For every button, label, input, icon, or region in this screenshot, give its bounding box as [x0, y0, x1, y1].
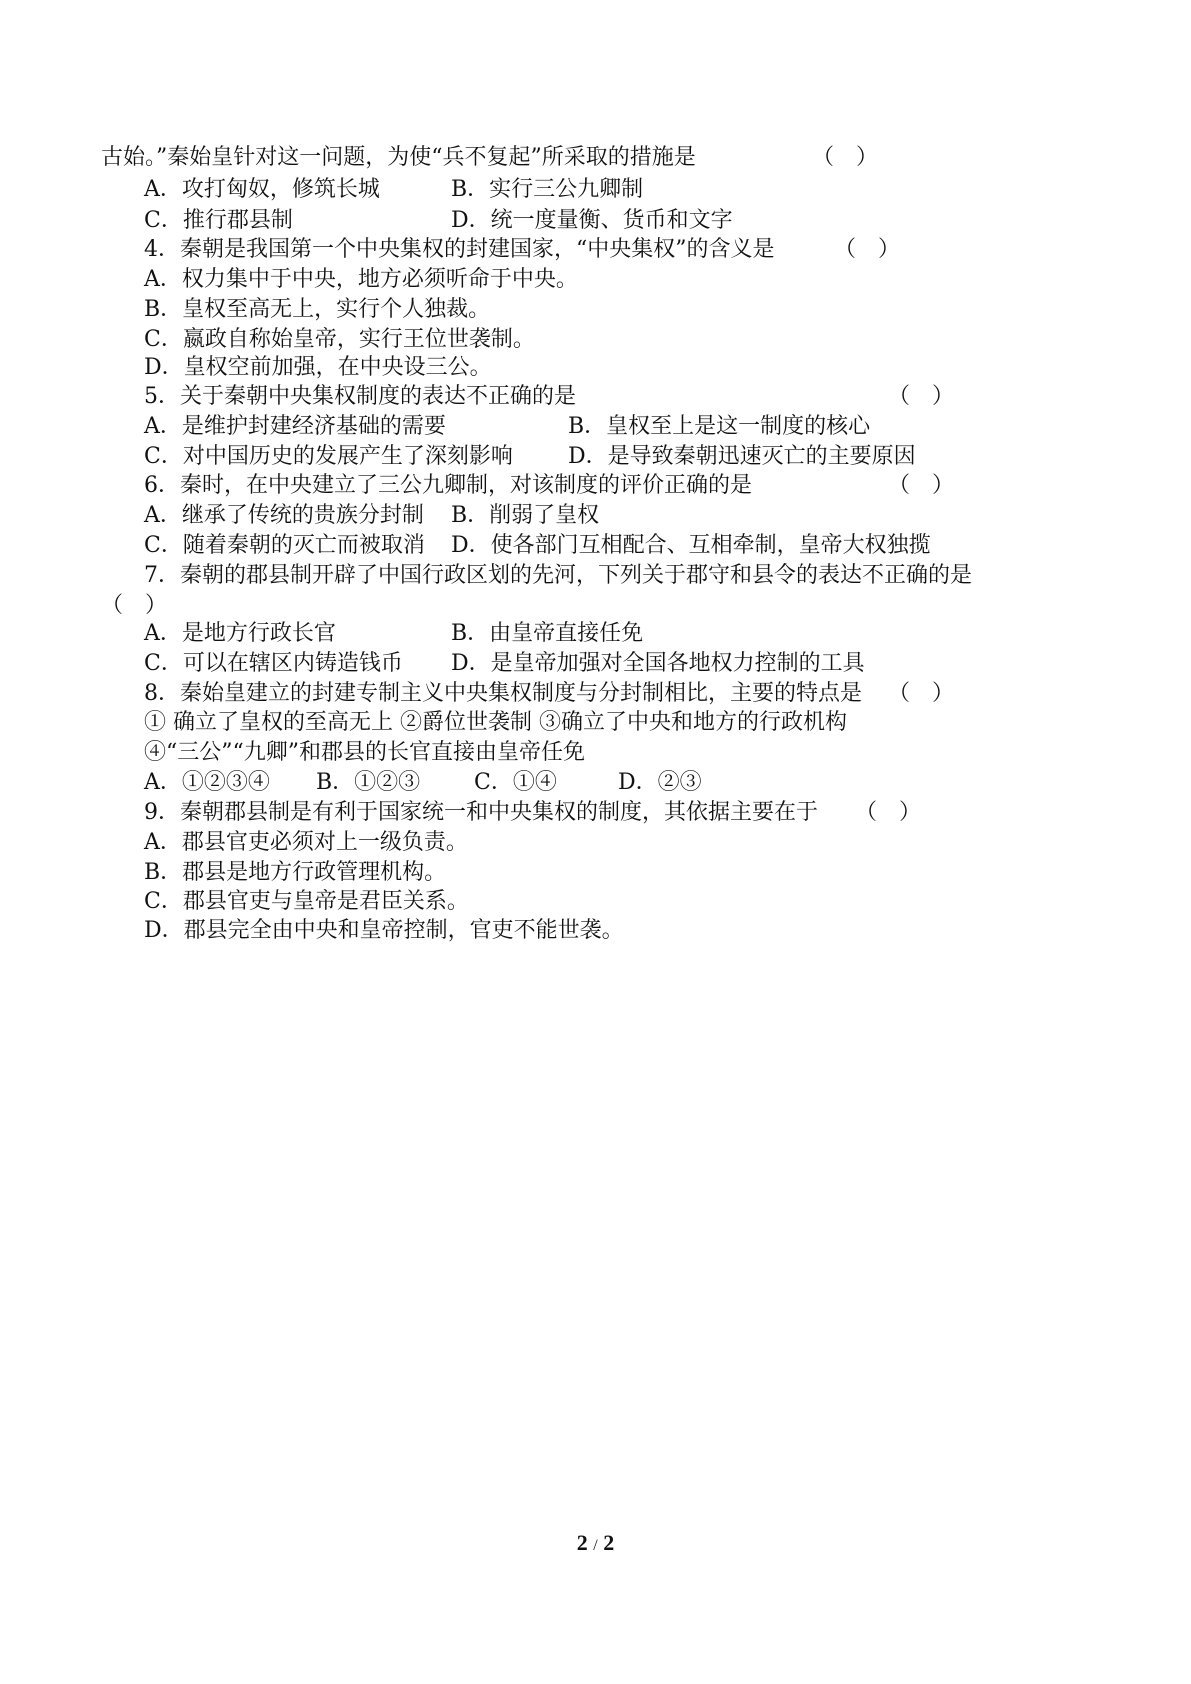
q8-option-c: C．①④: [474, 770, 557, 795]
q8-stem-text: 8．秦始皇建立的封建专制主义中央集权制度与分封制相比，主要的特点是: [144, 681, 862, 706]
q5-answer-paren: （ ）: [888, 384, 955, 409]
q9-answer-paren: （ ）: [855, 800, 922, 825]
page-number: [0, 1530, 1191, 1556]
q3-option-a: A．攻打匈奴，修筑长城: [144, 177, 380, 202]
q5-option-a: A．是维护封建经济基础的需要: [144, 414, 446, 439]
q5-stem-text: 5．关于秦朝中央集权制度的表达不正确的是: [144, 384, 576, 409]
q9-stem-text: 9．秦朝郡县制是有利于国家统一和中央集权的制度，其依据主要在于: [144, 800, 818, 825]
q6-answer-paren: （ ）: [888, 473, 955, 498]
q8-option-a: A．①②③④: [144, 770, 270, 795]
q4-option-d: D．皇权空前加强，在中央设三公。: [144, 355, 492, 380]
q5-option-c: C．对中国历史的发展产生了深刻影响: [144, 444, 513, 469]
q7-stem: 7．秦朝的郡县制开辟了中国行政区划的先河，下列关于郡守和县令的表达不正确的是: [144, 563, 972, 588]
page-number-total: 2: [603, 1530, 615, 1555]
q6-stem-text: 6．秦时，在中央建立了三公九卿制，对该制度的评价正确的是: [144, 473, 752, 498]
q8-option-d: D．②③: [618, 770, 702, 795]
q3-answer-paren: （ ）: [812, 145, 879, 170]
q6-option-b: B．削弱了皇权: [451, 503, 600, 528]
q9-option-a: A．郡县官吏必须对上一级负责。: [144, 830, 468, 855]
q9-option-c: C．郡县官吏与皇帝是君臣关系。: [144, 889, 469, 914]
q5-option-d: D．是导致秦朝迅速灭亡的主要原因: [568, 444, 916, 469]
q6-option-d: D．使各部门互相配合、互相牵制，皇帝大权独揽: [451, 533, 931, 558]
q4-option-a: A．权力集中于中央，地方必须听命于中央。: [144, 267, 578, 292]
q8-statements-1: ① 确立了皇权的至高无上 ②爵位世袭制 ③确立了中央和地方的行政机构: [144, 710, 847, 735]
q3-option-b: B．实行三公九卿制: [451, 177, 644, 202]
q4-option-c: C．嬴政自称始皇帝，实行王位世袭制。: [144, 327, 535, 352]
q4-option-b: B．皇权至高无上，实行个人独裁。: [144, 297, 491, 322]
q9-option-d: D．郡县完全由中央和皇帝控制，官吏不能世袭。: [144, 918, 624, 943]
page-number-current: 2: [576, 1530, 588, 1555]
q7-option-b: B．由皇帝直接任免: [451, 621, 644, 646]
q4-answer-paren: （ ）: [834, 237, 901, 262]
q3-option-d: D．统一度量衡、货币和文字: [451, 208, 733, 233]
q9-option-b: B．郡县是地方行政管理机构。: [144, 860, 447, 885]
q7-option-c: C．可以在辖区内铸造钱币: [144, 651, 403, 676]
q4-stem-text: 4．秦朝是我国第一个中央集权的封建国家，“中央集权”的含义是: [144, 237, 775, 262]
q8-answer-paren: （ ）: [888, 681, 955, 706]
q7-option-a: A．是地方行政长官: [144, 621, 336, 646]
q5-option-b: B．皇权至上是这一制度的核心: [568, 414, 871, 439]
page-number-separator: /: [593, 1537, 598, 1554]
q8-option-b: B．①②③: [316, 770, 421, 795]
q6-option-a: A．继承了传统的贵族分封制: [144, 503, 424, 528]
q7-option-d: D．是皇帝加强对全国各地权力控制的工具: [451, 651, 865, 676]
q7-answer-paren: （ ）: [101, 593, 168, 618]
q6-option-c: C．随着秦朝的灭亡而被取消: [144, 533, 425, 558]
q8-statements-2: ④“三公”“九卿”和郡县的长官直接由皇帝任免: [144, 740, 585, 765]
q3-option-c: C．推行郡县制: [144, 208, 293, 233]
q3-stem-text: 古始。”秦始皇针对这一问题，为使“兵不复起”所采取的措施是: [101, 145, 696, 170]
